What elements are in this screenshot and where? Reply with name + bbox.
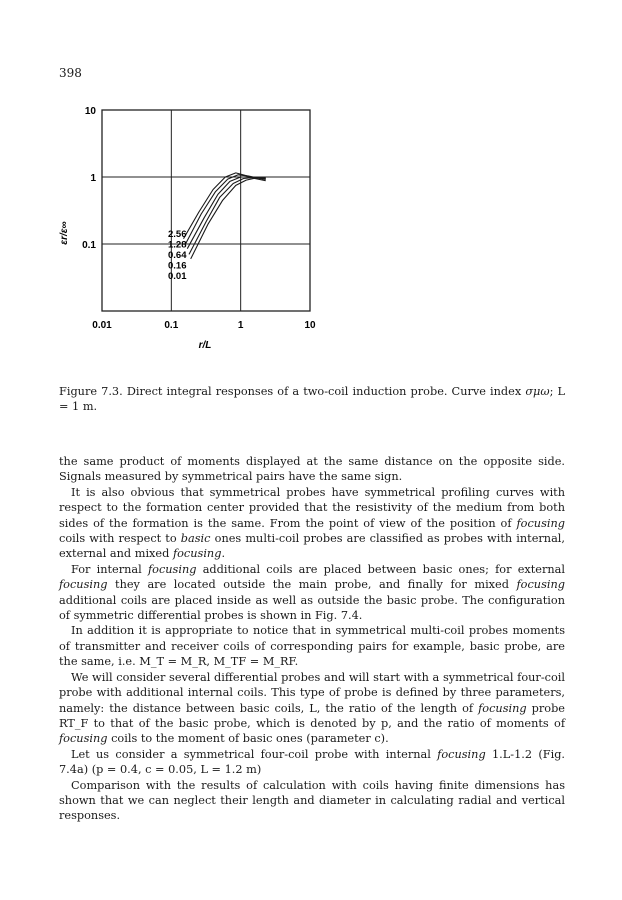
paragraph-2: It is also obvious that symmetrical probes have symmetrical profiling curves with respect to the formation center provided that the resistivity of the medium from both sides of the formation is the same. From the point of view of the position of focusing coils with respect to basic ones multi-coil probes are classified as probes with internal, external and mixed focusing. — [59, 485, 566, 561]
chart-curve-index-labels — [168, 229, 187, 282]
x-tick-label: 0.1 — [164, 320, 179, 331]
paragraph-6: Let us consider a symmetrical four-coil probe with internal focusing 1.L-1.2 (Fig. 7.4a) (p = 0.4, c = 0.05, L = 1.2 m) — [59, 747, 566, 777]
caption-text: Direct integral responses of a two-coil induction probe. Curve index — [126, 385, 522, 398]
series-curve-0.64 — [187, 177, 265, 249]
caption-tail: ; L = 1 m. — [59, 385, 566, 413]
series-curve-0.01 — [191, 178, 266, 259]
chart-grid — [102, 110, 310, 311]
caption-label: Figure 7.3. — [59, 385, 123, 398]
paragraph-3: For internal focusing additional coils are placed between basic ones; for external focusing they are located outside the main probe, and finally for mixed focusing additional coils are placed inside as well as outside the basic probe. The configuration of symmetric differential probes is shown in Fig. 7.4. — [59, 562, 566, 623]
figure-caption — [59, 384, 565, 414]
x-tick-label: 1 — [237, 320, 244, 331]
x-tick-label: 10 — [304, 320, 316, 331]
y-tick-label: 0.1 — [82, 240, 96, 251]
y-tick-label: 10 — [84, 106, 96, 117]
figure-7-3-chart — [0, 0, 622, 380]
curve-index-label: 0.01 — [168, 271, 187, 282]
curve-index-label: 0.64 — [168, 250, 187, 261]
chart-curves — [184, 173, 266, 259]
page-number: 398 — [59, 66, 82, 80]
curve-index-label: 0.16 — [168, 260, 187, 272]
paragraph-5: We will consider several differential probes and will start with a symmetrical four-coil probe with additional internal coils. This type of probe is defined by three parameters, namely: the distance between basic coils, L, the ratio of the length of focusing probe RT_F to that of the basic probe, which is denoted by p, and the ratio of moments of focusing coils to the moment of basic ones (parameter c). — [59, 670, 565, 746]
chart-y-label: εr/ε∞ — [59, 221, 70, 245]
chart-x-label: r/L — [198, 340, 212, 351]
caption-index-symbol: σμω — [525, 385, 550, 398]
curve-index-label: 1.28 — [168, 239, 187, 251]
paragraph-4: In addition it is appropriate to notice that in symmetrical multi-coil probes moments of transmitter and receiver coils of corresponding pairs for example, basic probe, are the same, i.e. M_T = M_R, M_TF = M_RF. — [59, 624, 565, 669]
x-tick-label: 0.01 — [92, 320, 112, 331]
series-curve-1.28 — [186, 175, 266, 244]
curve-index-label: 2.56 — [168, 229, 187, 240]
y-tick-label: 1 — [90, 173, 96, 184]
plot-frame — [102, 110, 310, 311]
body-text — [59, 454, 565, 824]
paragraph-1: the same product of moments displayed at the same distance on the opposite side. Signals measured by symmetrical pairs have the same sign. — [59, 455, 565, 484]
paragraph-7: Comparison with the results of calculation with coils having finite dimensions has shown that we can neglect their length and diameter in calculating radial and vertical responses. — [59, 778, 565, 823]
